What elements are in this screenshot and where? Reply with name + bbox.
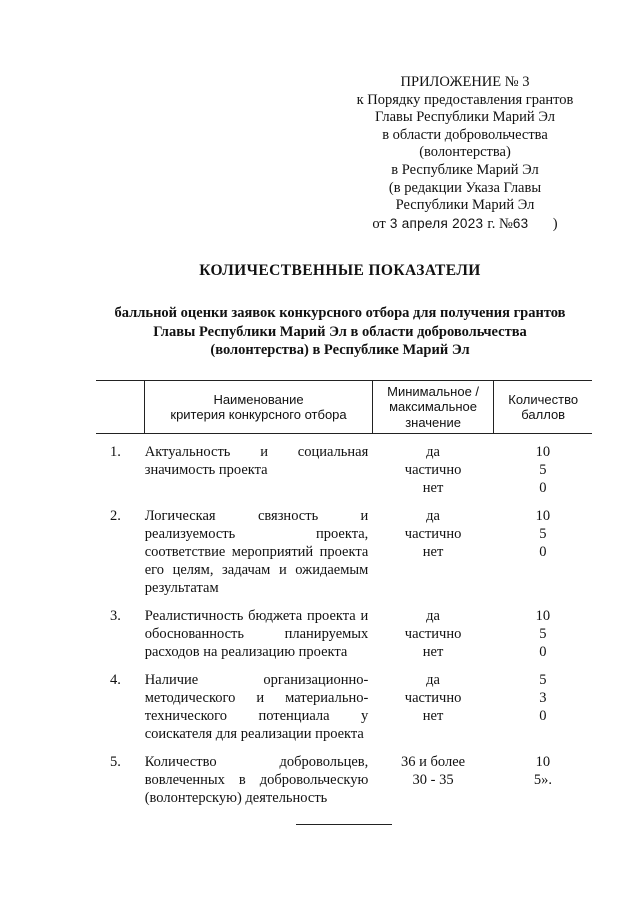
criterion-points (494, 607, 592, 671)
closing-paren: ) (552, 215, 558, 232)
criterion-name: Актуальность и социальная значимость проекта (144, 444, 369, 478)
criterion-values (372, 507, 494, 607)
points-value: 5 (539, 462, 547, 478)
header-text: Наименование (213, 391, 304, 407)
value-option: частично (404, 526, 462, 542)
table-row (96, 607, 592, 671)
date-suffix: г. № (487, 215, 513, 232)
decree-date: 3 апреля 2023 (389, 215, 484, 231)
appendix-line: (в редакции Указа Главы (388, 179, 542, 196)
points-value: 10 (535, 608, 551, 624)
date-prefix: от (372, 215, 386, 232)
points-value: 5 (539, 526, 547, 542)
points-value: 3 (539, 690, 547, 706)
criterion-points (494, 507, 592, 607)
value-option: нет (422, 544, 444, 560)
appendix-line: в области добровольчества (382, 126, 548, 143)
points-value: 10 (535, 508, 551, 524)
value-option: частично (404, 690, 462, 706)
decree-date-line (340, 215, 590, 234)
header-points (494, 381, 592, 434)
points-value: 10 (535, 754, 551, 770)
subtitle-line: Главы Республики Марий Эл в области добровольчества (153, 323, 527, 340)
value-option: частично (404, 462, 462, 478)
row-number: 2. (110, 508, 121, 524)
value-option: нет (422, 644, 444, 660)
value-option: нет (422, 480, 444, 496)
header-text: значение (405, 414, 461, 430)
appendix-line: Республики Марий Эл (395, 197, 535, 214)
page-title: КОЛИЧЕСТВЕННЫЕ ПОКАЗАТЕЛИ (199, 262, 481, 279)
appendix-header (340, 74, 590, 233)
header-text: Минимальное / (387, 383, 480, 399)
points-value: 0 (539, 644, 547, 660)
value-option: нет (422, 708, 444, 724)
value-option: да (426, 608, 440, 624)
header-number (96, 381, 145, 434)
criterion-values (372, 753, 494, 817)
table-row (96, 671, 592, 753)
table-row (96, 507, 592, 607)
criterion-name: Наличие организационно-методического и материально-технического потенциала у соискателя для реализации проекта (144, 672, 369, 742)
table-row (96, 753, 592, 817)
value-option: 30 - 35 (412, 772, 454, 788)
appendix-line: ПРИЛОЖЕНИЕ № 3 (400, 74, 530, 90)
value-option: да (426, 508, 440, 524)
table-row (96, 434, 592, 508)
table-header-row (96, 381, 592, 434)
criteria-table (96, 380, 592, 817)
criterion-values (372, 607, 494, 671)
row-number: 4. (110, 672, 121, 688)
header-text: Количество (508, 391, 579, 407)
header-text: максимальное (389, 399, 478, 415)
points-value: 5 (539, 626, 547, 642)
points-value: 0 (539, 480, 547, 496)
points-value: 10 (535, 444, 551, 460)
criterion-points (494, 434, 592, 508)
value-option: да (426, 672, 440, 688)
appendix-line: (волонтерства) (419, 144, 511, 161)
criterion-points (494, 753, 592, 817)
points-value: 0 (539, 708, 547, 724)
header-text: критерия конкурсного отбора (170, 407, 347, 422)
points-value: 5». (533, 772, 552, 788)
value-option: частично (404, 626, 462, 642)
subtitle-line: балльной оценки заявок конкурсного отбора для получения грантов (114, 305, 566, 321)
page-subtitle (90, 304, 590, 360)
criterion-values (372, 434, 494, 508)
appendix-line: Главы Республики Марий Эл (375, 109, 555, 126)
points-value: 0 (539, 544, 547, 560)
closing-divider (296, 824, 392, 825)
row-number: 1. (110, 444, 121, 460)
appendix-line: к Порядку предоставления грантов (356, 91, 574, 108)
row-number: 5. (110, 754, 121, 770)
decree-number: 63 (512, 215, 529, 231)
criterion-name: Логическая связность и реализуемость проекта, соответствие мероприятий проекта его целям, задачам и ожидаемым результатам (144, 508, 369, 596)
criterion-points (494, 671, 592, 753)
criterion-name: Реалистичность бюджета проекта и обоснованность планируемых расходов на реализацию проекта (144, 608, 369, 660)
header-value (372, 381, 494, 434)
header-text: баллов (521, 407, 566, 422)
row-number: 3. (110, 608, 121, 624)
criterion-name: Количество добровольцев, вовлеченных в добровольческую (волонтерскую) деятельность (144, 754, 369, 806)
value-option: да (426, 444, 440, 460)
appendix-line: в Республике Марий Эл (391, 161, 539, 178)
criterion-values (372, 671, 494, 753)
points-value: 5 (539, 672, 547, 688)
header-criterion (145, 381, 373, 434)
subtitle-line: (волонтерства) в Республике Марий Эл (210, 342, 470, 358)
value-option: 36 и более (401, 754, 466, 770)
